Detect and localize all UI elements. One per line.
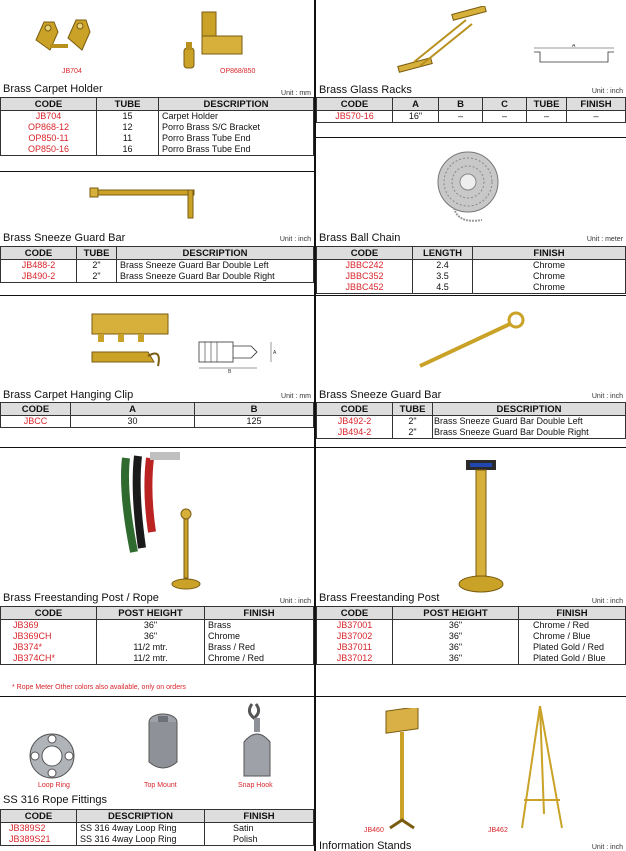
cell-tube: 15 (97, 111, 159, 123)
cell-tube: 16 (97, 144, 159, 156)
cell-length: 2.4 (413, 260, 473, 272)
cell-description: Porro Brass Tube End (159, 144, 314, 156)
cell-description: Porro Brass S/C Bracket (159, 122, 314, 133)
cell-code: JB374* (1, 642, 97, 653)
section-title: Brass Sneeze Guard Bar (319, 389, 442, 401)
section-title: Information Stands (319, 840, 412, 851)
section-post-belt (316, 448, 626, 698)
col-header-finish: FINISH (519, 607, 626, 620)
cell-finish: Chrome (205, 631, 314, 642)
sneeze-bar-image (88, 182, 208, 222)
glass-rack-diagram (532, 44, 616, 70)
cell-code: JB492-2 (317, 416, 393, 428)
cell-post-height: 36" (97, 620, 205, 632)
cell-tube: – (527, 111, 567, 123)
cell-description: Brass Sneeze Guard Bar Double Left (117, 260, 314, 272)
cell-code: JB37011 (317, 642, 393, 653)
table-row (1, 834, 314, 846)
section-rope-fittings (0, 698, 314, 851)
col-header-code: CODE (1, 403, 71, 416)
cell-tube: 2" (393, 416, 433, 428)
section-title: Brass Sneeze Guard Bar (3, 232, 126, 244)
sneeze-bar-left-table (0, 246, 314, 283)
cell-description: Brass Sneeze Guard Bar Double Left (433, 416, 626, 428)
post-belt-image (456, 456, 516, 596)
caption-op868-850: OP868/850 (220, 68, 256, 75)
cell-code: JB389S2 (1, 823, 77, 835)
section-glass-racks (316, 0, 626, 138)
unit-label: Unit : inch (591, 88, 623, 95)
cell-length: 4.5 (413, 282, 473, 294)
post-rope-image (112, 452, 212, 592)
table-row (317, 271, 626, 282)
cell-code: JBBC242 (317, 260, 413, 272)
cell-code: JB704 (1, 111, 97, 123)
sneeze-bar-angled-image (412, 310, 532, 374)
right-column (316, 0, 626, 851)
table-row (1, 823, 314, 835)
stand-jb462-image (512, 704, 572, 834)
cell-description: Brass Sneeze Guard Bar Double Right (117, 271, 314, 283)
table-row (317, 653, 626, 665)
section-title: Brass Carpet Hanging Clip (3, 389, 134, 401)
cell-finish: Chrome (473, 282, 626, 294)
caption-top-mount: Top Mount (144, 782, 177, 789)
cell-tube: 11 (97, 133, 159, 144)
clip-dimension-diagram (195, 338, 285, 374)
hanging-clip-table (0, 402, 314, 428)
caption-jb462: JB462 (488, 827, 508, 834)
cell-code: OP850-11 (1, 133, 97, 144)
rope-note: * Rope Meter Other colors also available, only on orders (12, 684, 186, 691)
cell-post-height: 36" (393, 631, 519, 642)
table-row (317, 427, 626, 439)
cell-b: – (439, 111, 483, 123)
table-row (1, 416, 314, 428)
cell-tube: 2" (77, 271, 117, 283)
col-header-length: LENGTH (413, 247, 473, 260)
section-post-rope (0, 448, 314, 698)
cell-finish: Chrome (473, 271, 626, 282)
section-title: Brass Carpet Holder (3, 83, 103, 95)
col-header-tube: TUBE (527, 98, 567, 111)
table-row (317, 282, 626, 294)
section-title: Brass Ball Chain (319, 232, 401, 244)
table-row (1, 133, 314, 144)
cell-tube: 12 (97, 122, 159, 133)
col-header-b: B (439, 98, 483, 111)
cell-code: JBBC352 (317, 271, 413, 282)
caption-jb704: JB704 (62, 68, 82, 75)
post-rope-table (0, 606, 314, 665)
cell-post-height: 11/2 mtr. (97, 653, 205, 665)
loop-ring-image (24, 730, 80, 782)
section-sneeze-bar-right (316, 296, 626, 448)
col-header-tube: TUBE (393, 403, 433, 416)
col-header-description: DESCRIPTION (117, 247, 314, 260)
section-hanging-clip (0, 296, 314, 448)
table-row (1, 653, 314, 665)
cell-code: JB490-2 (1, 271, 77, 283)
cell-finish: Chrome / Red (205, 653, 314, 665)
dimension-label-a: A (273, 350, 277, 356)
caption-snap-hook: Snap Hook (238, 782, 273, 789)
cell-code: JB488-2 (1, 260, 77, 272)
stand-jb460-image (380, 708, 424, 832)
table-row (317, 631, 626, 642)
table-row (1, 144, 314, 156)
section-info-stands (316, 698, 626, 851)
ball-chain-image (434, 146, 504, 228)
unit-label: Unit : inch (591, 598, 623, 605)
dimension-label-a: A (572, 44, 576, 49)
col-header-description: DESCRIPTION (159, 98, 314, 111)
carpet-holder-table (0, 97, 314, 156)
col-header-finish: FINISH (567, 98, 626, 111)
cell-post-height: 36" (393, 642, 519, 653)
cell-finish: Chrome (473, 260, 626, 272)
col-header-finish: FINISH (205, 607, 314, 620)
cell-description: SS 316 4way Loop Ring (77, 823, 205, 835)
cell-code: OP850-16 (1, 144, 97, 156)
col-header-finish: FINISH (205, 810, 314, 823)
cell-post-height: 36" (393, 653, 519, 665)
col-header-c: C (483, 98, 527, 111)
dimension-label-b: B (228, 369, 232, 374)
section-title: Brass Freestanding Post / Rope (3, 592, 159, 604)
section-title: SS 316 Rope Fittings (3, 794, 107, 806)
table-row (317, 642, 626, 653)
table-row (317, 416, 626, 428)
unit-label: Unit : inch (591, 393, 623, 400)
cell-finish: Chrome / Blue (519, 631, 626, 642)
cell-tube: 2" (77, 260, 117, 272)
col-header-post-height: POST HEIGHT (393, 607, 519, 620)
table-row (1, 642, 314, 653)
cell-code: OP868-12 (1, 122, 97, 133)
cell-finish: Brass / Red (205, 642, 314, 653)
col-header-a: A (393, 98, 439, 111)
cell-length: 3.5 (413, 271, 473, 282)
glass-racks-table (316, 97, 626, 123)
table-row (1, 620, 314, 632)
cell-a: 30 (71, 416, 195, 428)
cell-finish: Chrome / Red (519, 620, 626, 632)
col-header-code: CODE (317, 98, 393, 111)
col-header-code: CODE (1, 247, 77, 260)
col-header-code: CODE (317, 247, 413, 260)
glass-rack-image (392, 6, 492, 78)
cell-finish: Polish (205, 834, 314, 846)
cell-code: JB570-16 (317, 111, 393, 123)
cell-description: Brass Sneeze Guard Bar Double Right (433, 427, 626, 439)
ball-chain-table (316, 246, 626, 294)
cell-post-height: 36" (393, 620, 519, 632)
post-belt-table (316, 606, 626, 665)
cell-post-height: 11/2 mtr. (97, 642, 205, 653)
section-title: Brass Freestanding Post (319, 592, 440, 604)
carpet-holder-image (28, 10, 108, 65)
col-header-finish: FINISH (473, 247, 626, 260)
section-sneeze-bar-left (0, 172, 314, 296)
unit-label: Unit : meter (586, 236, 623, 243)
cell-finish: Satin (205, 823, 314, 835)
snap-hook-image (236, 700, 282, 782)
rope-fittings-table (0, 809, 314, 846)
col-header-description: DESCRIPTION (433, 403, 626, 416)
cell-code: JB369CH (1, 631, 97, 642)
table-row (1, 260, 314, 272)
section-title: Brass Glass Racks (319, 84, 412, 96)
sneeze-bar-right-table (316, 402, 626, 439)
section-divider (0, 696, 314, 697)
cell-post-height: 36" (97, 631, 205, 642)
table-row (1, 122, 314, 133)
table-row (317, 260, 626, 272)
cell-description: Porro Brass Tube End (159, 133, 314, 144)
cell-description: SS 316 4way Loop Ring (77, 834, 205, 846)
unit-label: Unit : inch (591, 844, 623, 851)
col-header-tube: TUBE (97, 98, 159, 111)
table-row (1, 111, 314, 123)
table-row (1, 631, 314, 642)
cell-code: JB37012 (317, 653, 393, 665)
cell-a: 16" (393, 111, 439, 123)
cell-tube: 2" (393, 427, 433, 439)
cell-description: Carpet Holder (159, 111, 314, 123)
unit-label: Unit : mm (281, 393, 311, 400)
hanging-clip-image (88, 308, 188, 378)
cell-finish: Brass (205, 620, 314, 632)
col-header-code: CODE (1, 607, 97, 620)
section-carpet-holder (0, 0, 314, 172)
cell-finish: Plated Gold / Red (519, 642, 626, 653)
table-row (317, 111, 626, 123)
section-divider (316, 696, 626, 697)
top-mount-image (138, 712, 188, 778)
col-header-code: CODE (1, 810, 77, 823)
col-header-description: DESCRIPTION (77, 810, 205, 823)
section-ball-chain (316, 138, 626, 296)
cell-code: JB374CH* (1, 653, 97, 665)
caption-jb460: JB460 (364, 827, 384, 834)
cell-b: 125 (195, 416, 314, 428)
col-header-a: A (71, 403, 195, 416)
cell-code: JB37001 (317, 620, 393, 632)
cell-code: JB37002 (317, 631, 393, 642)
col-header-code: CODE (1, 98, 97, 111)
cell-code: JB494-2 (317, 427, 393, 439)
cell-finish: – (567, 111, 626, 123)
col-header-b: B (195, 403, 314, 416)
col-header-code: CODE (317, 607, 393, 620)
unit-label: Unit : inch (279, 598, 311, 605)
col-header-post-height: POST HEIGHT (97, 607, 205, 620)
cell-code: JBBC452 (317, 282, 413, 294)
table-row (1, 271, 314, 283)
cell-code: JB369 (1, 620, 97, 632)
unit-label: Unit : mm (281, 90, 311, 97)
cell-finish: Plated Gold / Blue (519, 653, 626, 665)
cell-code: JB389S21 (1, 834, 77, 846)
caption-loop-ring: Loop Ring (38, 782, 70, 789)
unit-label: Unit : inch (279, 236, 311, 243)
col-header-tube: TUBE (77, 247, 117, 260)
col-header-code: CODE (317, 403, 393, 416)
cell-c: – (483, 111, 527, 123)
cell-code: JBCC (1, 416, 71, 428)
table-row (317, 620, 626, 632)
